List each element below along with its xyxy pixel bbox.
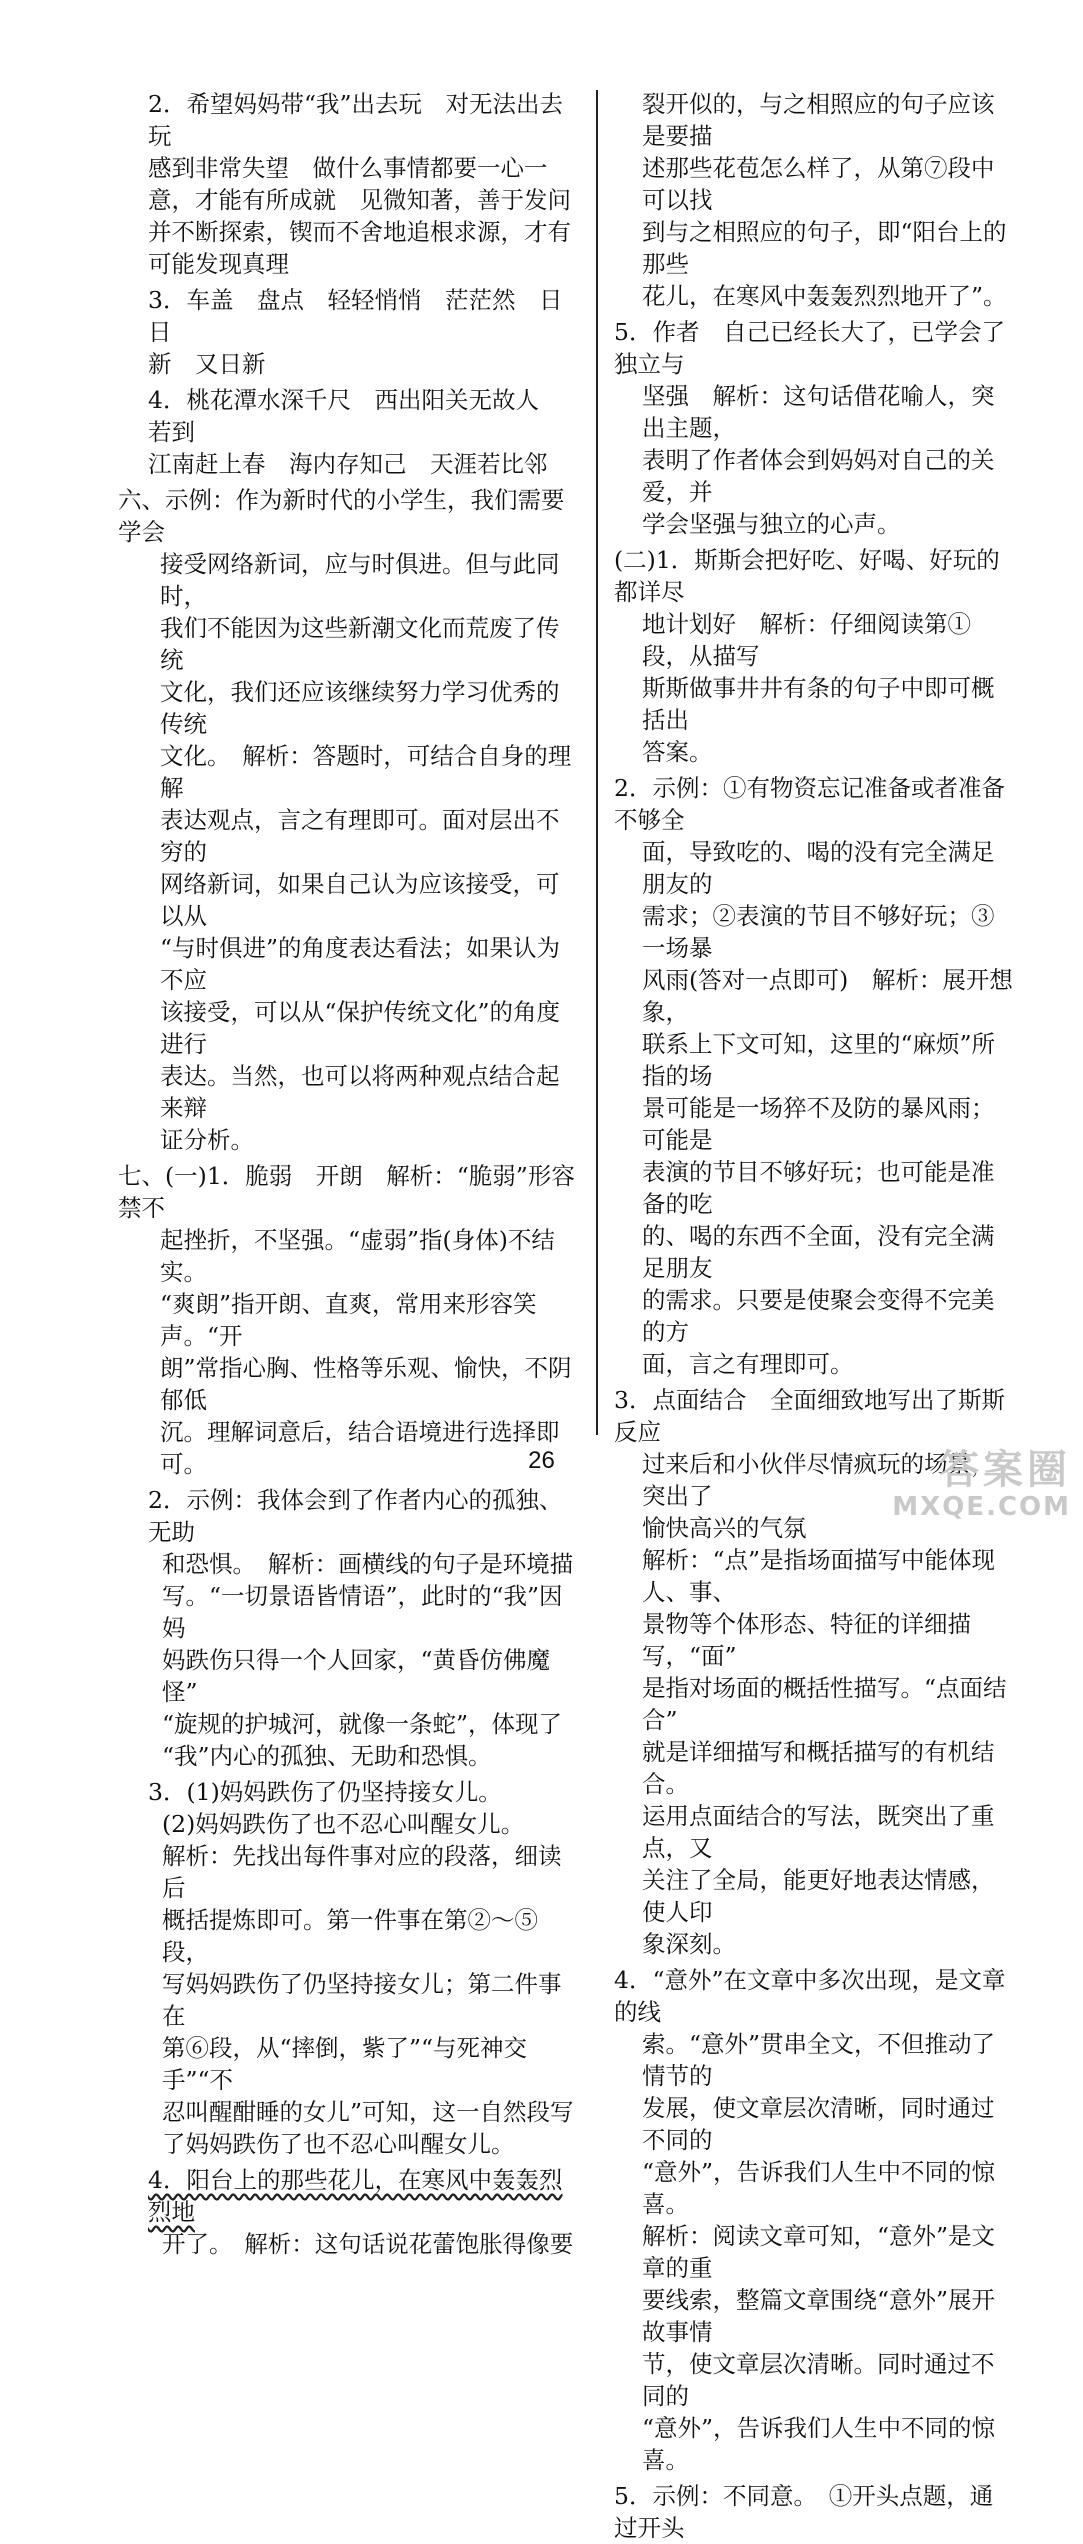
text-line: 第⑥段，从“摔倒，紫了”“与死神交手”“不: [162, 2034, 528, 2094]
watermark-logo: [876, 1448, 1071, 1526]
text-line: “我”内心的孤独、无助和恐惧。: [162, 1742, 492, 1770]
right-column: [614, 88, 1016, 2544]
text-line: 景可能是一场猝不及防的暴风雨；可能是: [642, 1094, 995, 1154]
text-line: 表达观点，言之有理即可。面对层出不穷的: [160, 806, 560, 866]
text-line: 了妈妈跌伤了也不忍心叫醒女儿。: [162, 2130, 515, 2158]
text-line: 关注了全局，能更好地表达情感，使人印: [642, 1866, 995, 1926]
text-line: 新 又日新: [148, 350, 266, 378]
answer-block: [614, 2480, 1016, 2544]
text-line: 需求；②表演的节目不够好玩；③一场暴: [642, 902, 995, 962]
text-line: 斯斯做事井井有条的句子中即可概括出: [642, 674, 995, 734]
text-line: 索。“意外”贯串全文，不但推动了情节的: [642, 2030, 996, 2090]
text-line: 解析：先找出每件事对应的段落，细读后: [162, 1842, 562, 1902]
text-line: (二)1．斯斯会把好吃、好喝、好玩的都详尽: [614, 546, 1000, 606]
answer-block: [614, 316, 1016, 540]
text-line: 接受网络新词，应与时俱进。但与此同时，: [160, 550, 560, 610]
text-line: 4．桃花潭水深千尺 西出阳关无故人 若到: [148, 386, 563, 446]
text-line: 起挫折，不坚强。“虚弱”指(身体)不结实。: [160, 1226, 555, 1286]
text-line: 花儿，在寒风中轰轰烈烈地开了”。: [642, 282, 1007, 310]
text-line: 5．作者 自己已经长大了，已学会了独立与: [614, 318, 1005, 378]
answer-block: [118, 2164, 578, 2260]
text-line: 5．示例：不同意。 ①开头点题，通过开头: [614, 2482, 994, 2542]
page-number: 26: [528, 1447, 555, 1474]
text-line: 解析：“点”是指场面描写中能体现人、事、: [642, 1546, 996, 1606]
text-line: 裂开似的，与之相照应的句子应该是要描: [642, 90, 995, 150]
text-line: 3．车盖 盘点 轻轻悄悄 茫茫然 日日: [148, 286, 563, 346]
text-line: 发展，使文章层次清晰，同时通过不同的: [642, 2094, 995, 2154]
text-line: 江南赶上春 海内存知己 天涯若比邻: [148, 450, 548, 478]
answer-block: [118, 1484, 578, 1772]
text-line: “爽朗”指开朗、直爽，常用来形容笑声。“开: [160, 1290, 537, 1350]
text-line: 是指对场面的概括性描写。“点面结合”: [642, 1674, 1007, 1734]
watermark-text: 答案圈: [939, 1447, 1071, 1493]
text-line: 运用点面结合的写法，既突出了重点，又: [642, 1802, 995, 1862]
text-line: 表明了作者体会到妈妈对自己的关爱，并: [642, 446, 995, 506]
text-line: 开了。 解析：这句话说花蕾饱胀得像要: [162, 2230, 574, 2258]
text-line: 的需求。只要是使聚会变得不完美的方: [642, 1286, 995, 1346]
text-line: 就是详细描写和概括描写的有机结合。: [642, 1738, 995, 1798]
text-line: “与时俱进”的角度表达看法；如果认为不应: [160, 934, 561, 994]
text-line: 坚强 解析：这句话借花喻人，突出主题，: [642, 382, 995, 442]
text-line: 愉快高兴的气氛: [642, 1514, 807, 1542]
text-line: 忍叫醒酣睡的女儿”可知，这一自然段写: [162, 2098, 574, 2126]
text-line: 4．“意外”在文章中多次出现，是文章的线: [614, 1966, 1006, 2026]
text-line: 表演的节目不够好玩；也可能是准备的吃: [642, 1158, 995, 1218]
text-line: 六、示例：作为新时代的小学生，我们需要学会: [118, 486, 565, 546]
text-line: 2．示例：①有物资忘记准备或者准备不够全: [614, 774, 1005, 834]
text-line: 4．阳台上的那些花儿，在寒风中轰轰烈烈地: [148, 2166, 563, 2226]
text-line: 七、(一)1．脆弱 开朗 解析：“脆弱”形容禁不: [118, 1162, 575, 1222]
text-line: 面，言之有理即可。: [642, 1350, 854, 1378]
text-line: 联系上下文可知，这里的“麻烦”所指的场: [642, 1030, 996, 1090]
text-line: 沉。理解词意后，结合语境进行选择即可。: [160, 1418, 560, 1478]
text-line: 景物等个体形态、特征的详细描写，“面”: [642, 1610, 971, 1670]
text-line: (2)妈妈跌伤了也不忍心叫醒女儿。: [162, 1810, 525, 1838]
text-line: 学会坚强与独立的心声。: [642, 510, 901, 538]
answer-block: [118, 1160, 578, 1480]
text-line: 和恐惧。 解析：画横线的句子是环境描: [162, 1550, 574, 1578]
text-line: 节，使文章层次清晰。同时通过不同的: [642, 2350, 995, 2410]
text-line: 写妈妈跌伤了仍坚持接女儿；第二件事在: [162, 1970, 562, 2030]
answer-block: [614, 88, 1016, 312]
text-line: 可能发现真理: [148, 250, 289, 278]
text-line: 证分析。: [160, 1126, 254, 1154]
text-line: “旋规的护城河，就像一条蛇”，体现了: [162, 1710, 563, 1738]
answer-block: [118, 1776, 578, 2160]
text-line: 2．示例：我体会到了作者内心的孤独、无助: [148, 1486, 563, 1546]
text-line: 风雨(答对一点即可) 解析：展开想象，: [642, 966, 1013, 1026]
text-line: 并不断探索，锲而不舍地追根求源，才有: [148, 218, 571, 246]
text-line: 3．(1)妈妈跌伤了仍坚持接女儿。: [148, 1778, 502, 1806]
text-line: 文化，我们还应该继续努力学习优秀的传统: [160, 678, 560, 738]
text-line: 解析：阅读文章可知，“意外”是文章的重: [642, 2222, 996, 2282]
text-line: 写。“一切景语皆情语”，此时的“我”因妈: [162, 1582, 563, 1642]
text-line: 妈跌伤只得一个人回家，“黄昏仿佛魔怪”: [162, 1646, 551, 1706]
text-line: 过来后和小伙伴尽情疯玩的场景，突出了: [642, 1450, 995, 1510]
text-line: 的、喝的东西不全面，没有完全满足朋友: [642, 1222, 995, 1282]
text-line: 意，才能有所成就 见微知著，善于发问: [148, 186, 571, 214]
text-line: 感到非常失望 做什么事情都要一心一: [148, 154, 548, 182]
text-line: 面，导致吃的、喝的没有完全满足朋友的: [642, 838, 995, 898]
answer-block: [614, 1964, 1016, 2476]
text-line: “意外”，告诉我们人生中不同的惊喜。: [642, 2158, 996, 2218]
column-divider: [596, 90, 598, 1435]
text-line: 答案。: [642, 738, 713, 766]
text-line: 述那些花苞怎么样了，从第⑦段中可以找: [642, 154, 995, 214]
text-line: 要线索，整篇文章围绕“意外”展开故事情: [642, 2286, 996, 2346]
text-line: 朗”常指心胸、性格等乐观、愉快，不阴郁低: [160, 1354, 572, 1414]
answer-block: [118, 88, 578, 280]
text-line: 我们不能因为这些新潮文化而荒废了传统: [160, 614, 560, 674]
text-line: 网络新词，如果自己认为应该接受，可以从: [160, 870, 560, 930]
text-line: 3．点面结合 全面细致地写出了斯斯反应: [614, 1386, 1005, 1446]
text-line: “意外”，告诉我们人生中不同的惊喜。: [642, 2414, 996, 2474]
text-line: 概括提炼即可。第一件事在第②～⑤段，: [162, 1906, 538, 1966]
answer-block: [118, 484, 578, 1156]
answer-block: [118, 284, 578, 380]
text-line: 2．希望妈妈带“我”出去玩 对无法出去玩: [148, 90, 563, 150]
answer-block: [118, 384, 578, 480]
text-line: 文化。 解析：答题时，可结合自身的理解: [160, 742, 572, 802]
answer-block: [614, 544, 1016, 768]
text-line: 象深刻。: [642, 1930, 736, 1958]
text-line: 地计划好 解析：仔细阅读第①段，从描写: [642, 610, 971, 670]
answer-block: [614, 772, 1016, 1380]
text-line: 该接受，可以从“保护传统文化”的角度进行: [160, 998, 561, 1058]
text-line: 表达。当然，也可以将两种观点结合起来辩: [160, 1062, 560, 1122]
watermark-url: MXQE.COM: [892, 1492, 1071, 1522]
left-column: [118, 88, 578, 2260]
text-line: 到与之相照应的句子，即“阳台上的那些: [642, 218, 1007, 278]
